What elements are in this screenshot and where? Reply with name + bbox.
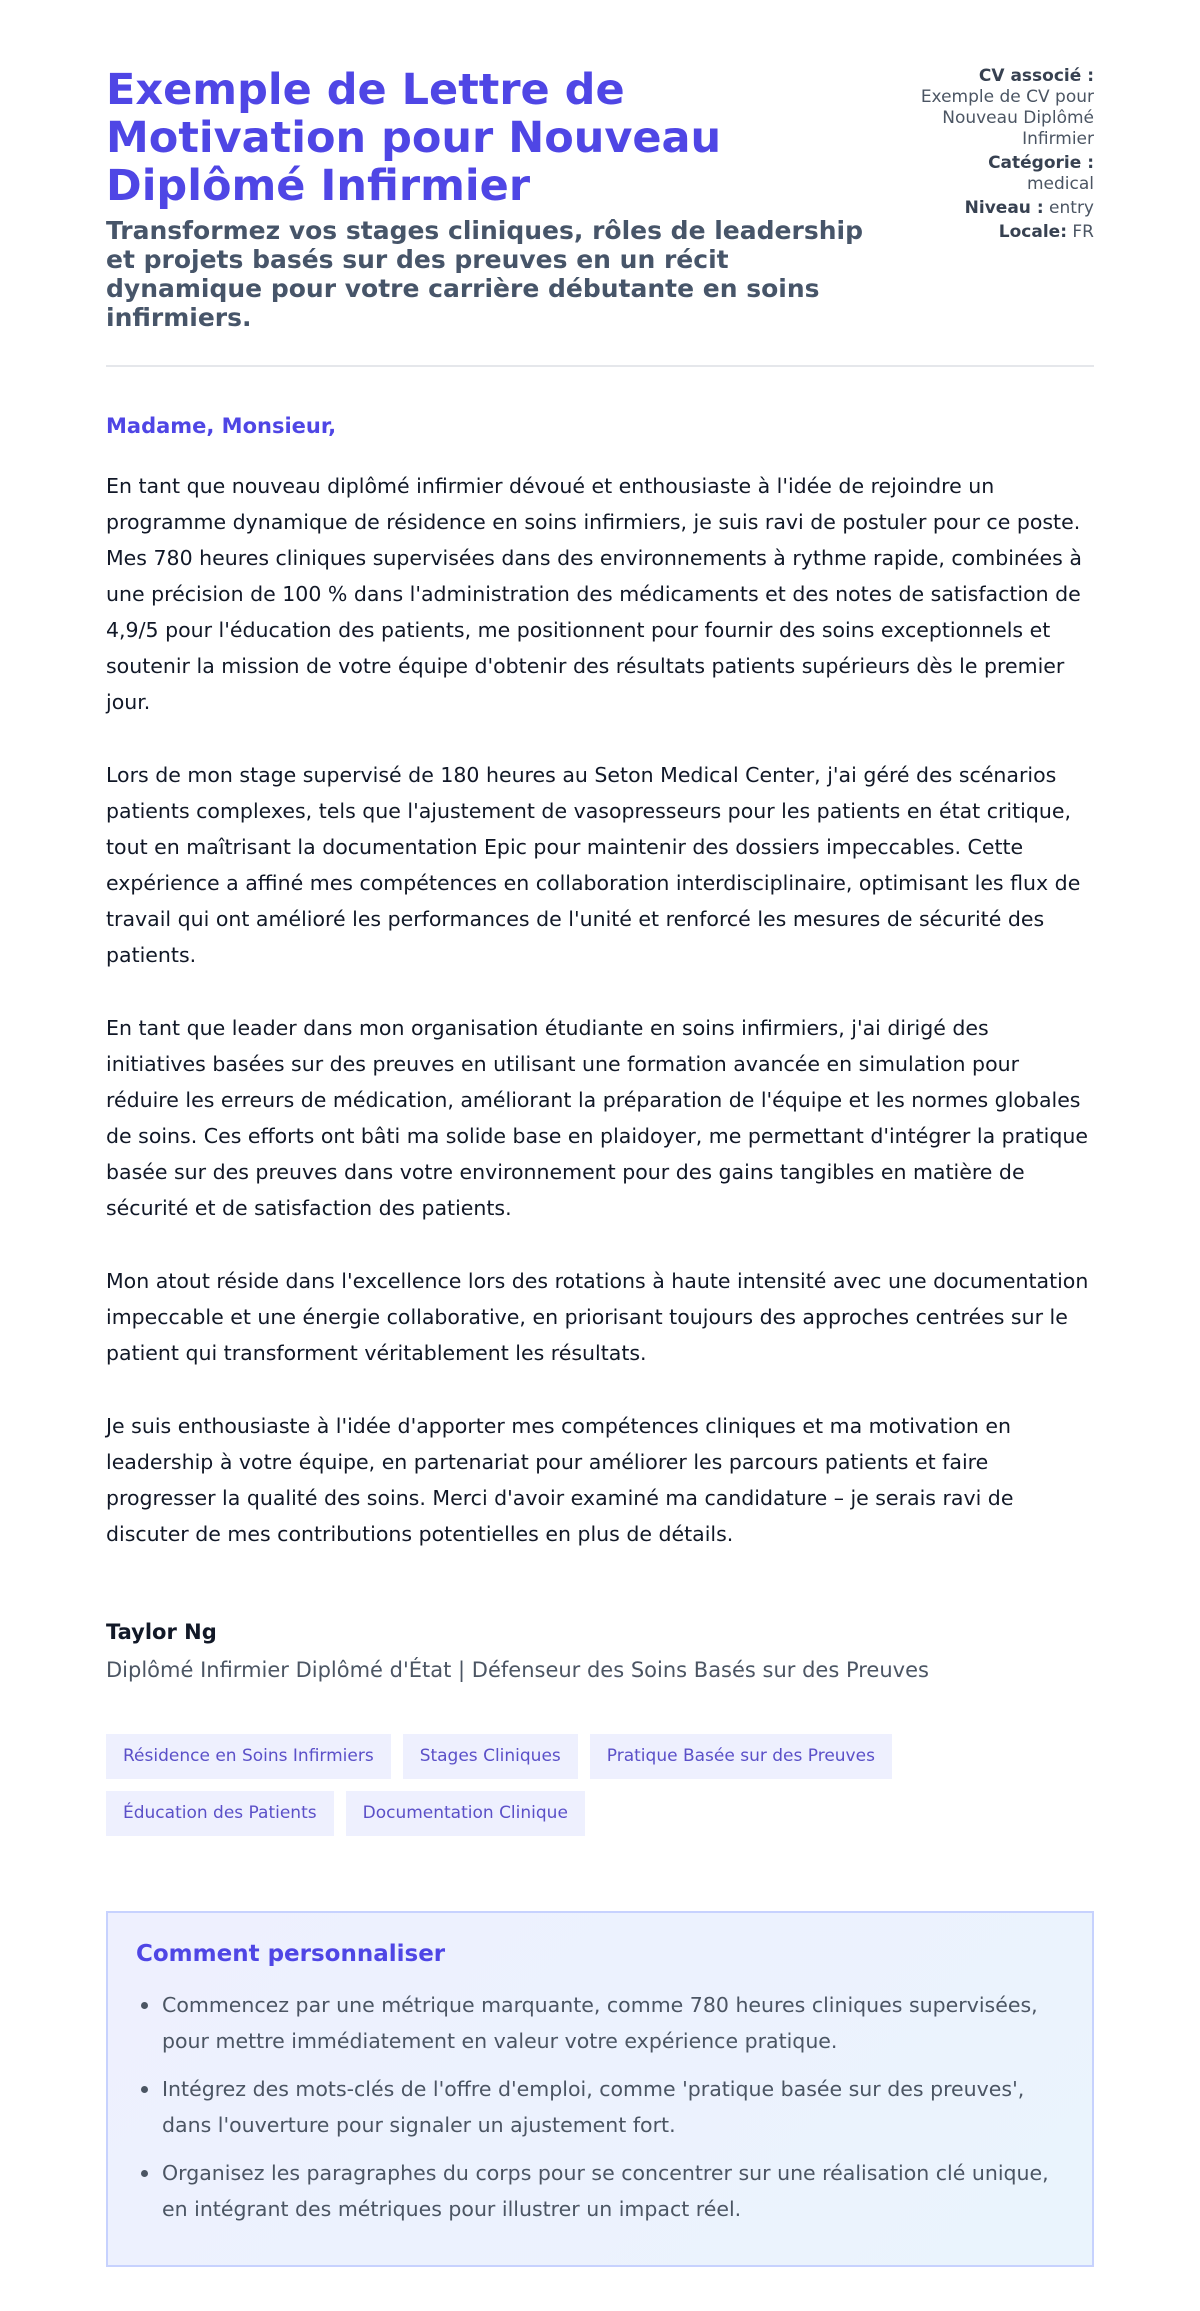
tag: Pratique Basée sur des Preuves bbox=[590, 1734, 892, 1779]
header-titles bbox=[106, 66, 887, 332]
tag: Stages Cliniques bbox=[403, 1734, 578, 1779]
letter-paragraph: En tant que nouveau diplômé infirmier dévoué et enthousiaste à l'idée de rejoindre un programme dynamique de résidence en soins infirmiers, je suis ravi de postuler pour ce poste. Mes 780 heures cliniques supervisées dans des environnements à rythme rapide, combinées à une précision de 100 % dans l'administration des médicaments et des notes de satisfaction de 4,9/5 pour l'éducation des patients, me positionnent pour fournir des soins exceptionnels et soutenir la mission de votre équipe d'obtenir des résultats patients supérieurs dès le premier jour. bbox=[106, 474, 1082, 714]
signature-title: Diplômé Infirmier Diplômé d'État | Défenseur des Soins Basés sur des Preuves bbox=[106, 1658, 929, 1682]
letter-paragraph: Je suis enthousiaste à l'idée d'apporter mes compétences cliniques et ma motivation en leadership à votre équipe, en partenariat pour améliorer les parcours patients et faire progresser la qualité des soins. Merci d'avoir examiné ma candidature – je serais ravi de discuter de mes contributions potentielles en plus de détails. bbox=[106, 1414, 1014, 1546]
tips-title: Comment personnaliser bbox=[136, 1941, 446, 1967]
meta-category-value: medical bbox=[1026, 174, 1094, 194]
tip-item: Organisez les paragraphes du corps pour se concentrer sur une réalisation clé unique, en intégrant des métriques pour illustrer un impact réel. bbox=[162, 2155, 1064, 2227]
customization-tips-box bbox=[106, 1911, 1094, 2267]
page-subtitle: Transformez vos stages cliniques, rôles de leadership et projets basés sur des preuves en un récit dynamique pour votre carrière débutante en soins infirmiers. bbox=[106, 216, 863, 332]
meta-level-label: Niveau : bbox=[964, 198, 1044, 218]
meta-panel bbox=[887, 66, 1094, 246]
page-header bbox=[106, 66, 1094, 367]
tag: Documentation Clinique bbox=[346, 1791, 585, 1836]
letter-paragraph: En tant que leader dans mon organisation étudiante en soins infirmiers, j'ai dirigé des initiatives basées sur des preuves en utilisant une formation avancée en simulation pour réduire les erreurs de médication, améliorant la préparation de l'équipe et les normes globales de soins. Ces efforts ont bâti ma solide base en plaidoyer, me permettant d'intégrer la pratique basée sur des preuves dans votre environnement pour des gains tangibles en matière de sécurité et de satisfaction des patients. bbox=[106, 1016, 1088, 1220]
signature-name: Taylor Ng bbox=[106, 1620, 217, 1644]
meta-level bbox=[887, 198, 1094, 219]
signature-block bbox=[106, 1620, 1094, 1682]
tip-item: Commencez par une métrique marquante, comme 780 heures cliniques supervisées, pour mettre immédiatement en valeur votre expérience pratique. bbox=[162, 1987, 1064, 2059]
tip-item: Intégrez des mots-clés de l'offre d'emploi, comme 'pratique basée sur des preuves', dans l'ouverture pour signaler un ajustement fort. bbox=[162, 2071, 1064, 2143]
meta-locale bbox=[887, 222, 1094, 243]
letter-body bbox=[106, 468, 1094, 1552]
letter-paragraph: Lors de mon stage supervisé de 180 heures au Seton Medical Center, j'ai géré des scénarios patients complexes, tels que l'ajustement de vasopresseurs pour les patients en état critique, tout en maîtrisant la documentation Epic pour maintenir des dossiers impeccables. Cette expérience a affiné mes compétences en collaboration interdisciplinaire, optimisant les flux de travail qui ont amélioré les performances de l'unité et renforcé les mesures de sécurité des patients. bbox=[106, 763, 1081, 967]
salutation: Madame, Monsieur, bbox=[106, 414, 337, 438]
meta-cv-label: CV associé : bbox=[978, 66, 1094, 86]
meta-locale-value: FR bbox=[1072, 222, 1094, 242]
tag: Éducation des Patients bbox=[106, 1791, 334, 1836]
meta-locale-label: Locale: bbox=[998, 222, 1067, 242]
letter-paragraph: Mon atout réside dans l'excellence lors des rotations à haute intensité avec une documentation impeccable et une énergie collaborative, en priorisant toujours des approches centrées sur le patient qui transforment véritablement les résultats. bbox=[106, 1269, 1089, 1365]
meta-category-label: Catégorie : bbox=[988, 153, 1094, 173]
meta-cv bbox=[887, 66, 1094, 150]
tips-list bbox=[136, 1987, 1064, 2227]
meta-cv-value: Exemple de CV pour Nouveau Diplômé Infirmier bbox=[920, 87, 1094, 149]
meta-level-value: entry bbox=[1049, 198, 1094, 218]
page-title: Exemple de Lettre de Motivation pour Nouveau Diplômé Infirmier bbox=[106, 65, 722, 211]
tag: Résidence en Soins Infirmiers bbox=[106, 1734, 391, 1779]
meta-category bbox=[887, 153, 1094, 195]
tag-list bbox=[106, 1734, 1006, 1836]
